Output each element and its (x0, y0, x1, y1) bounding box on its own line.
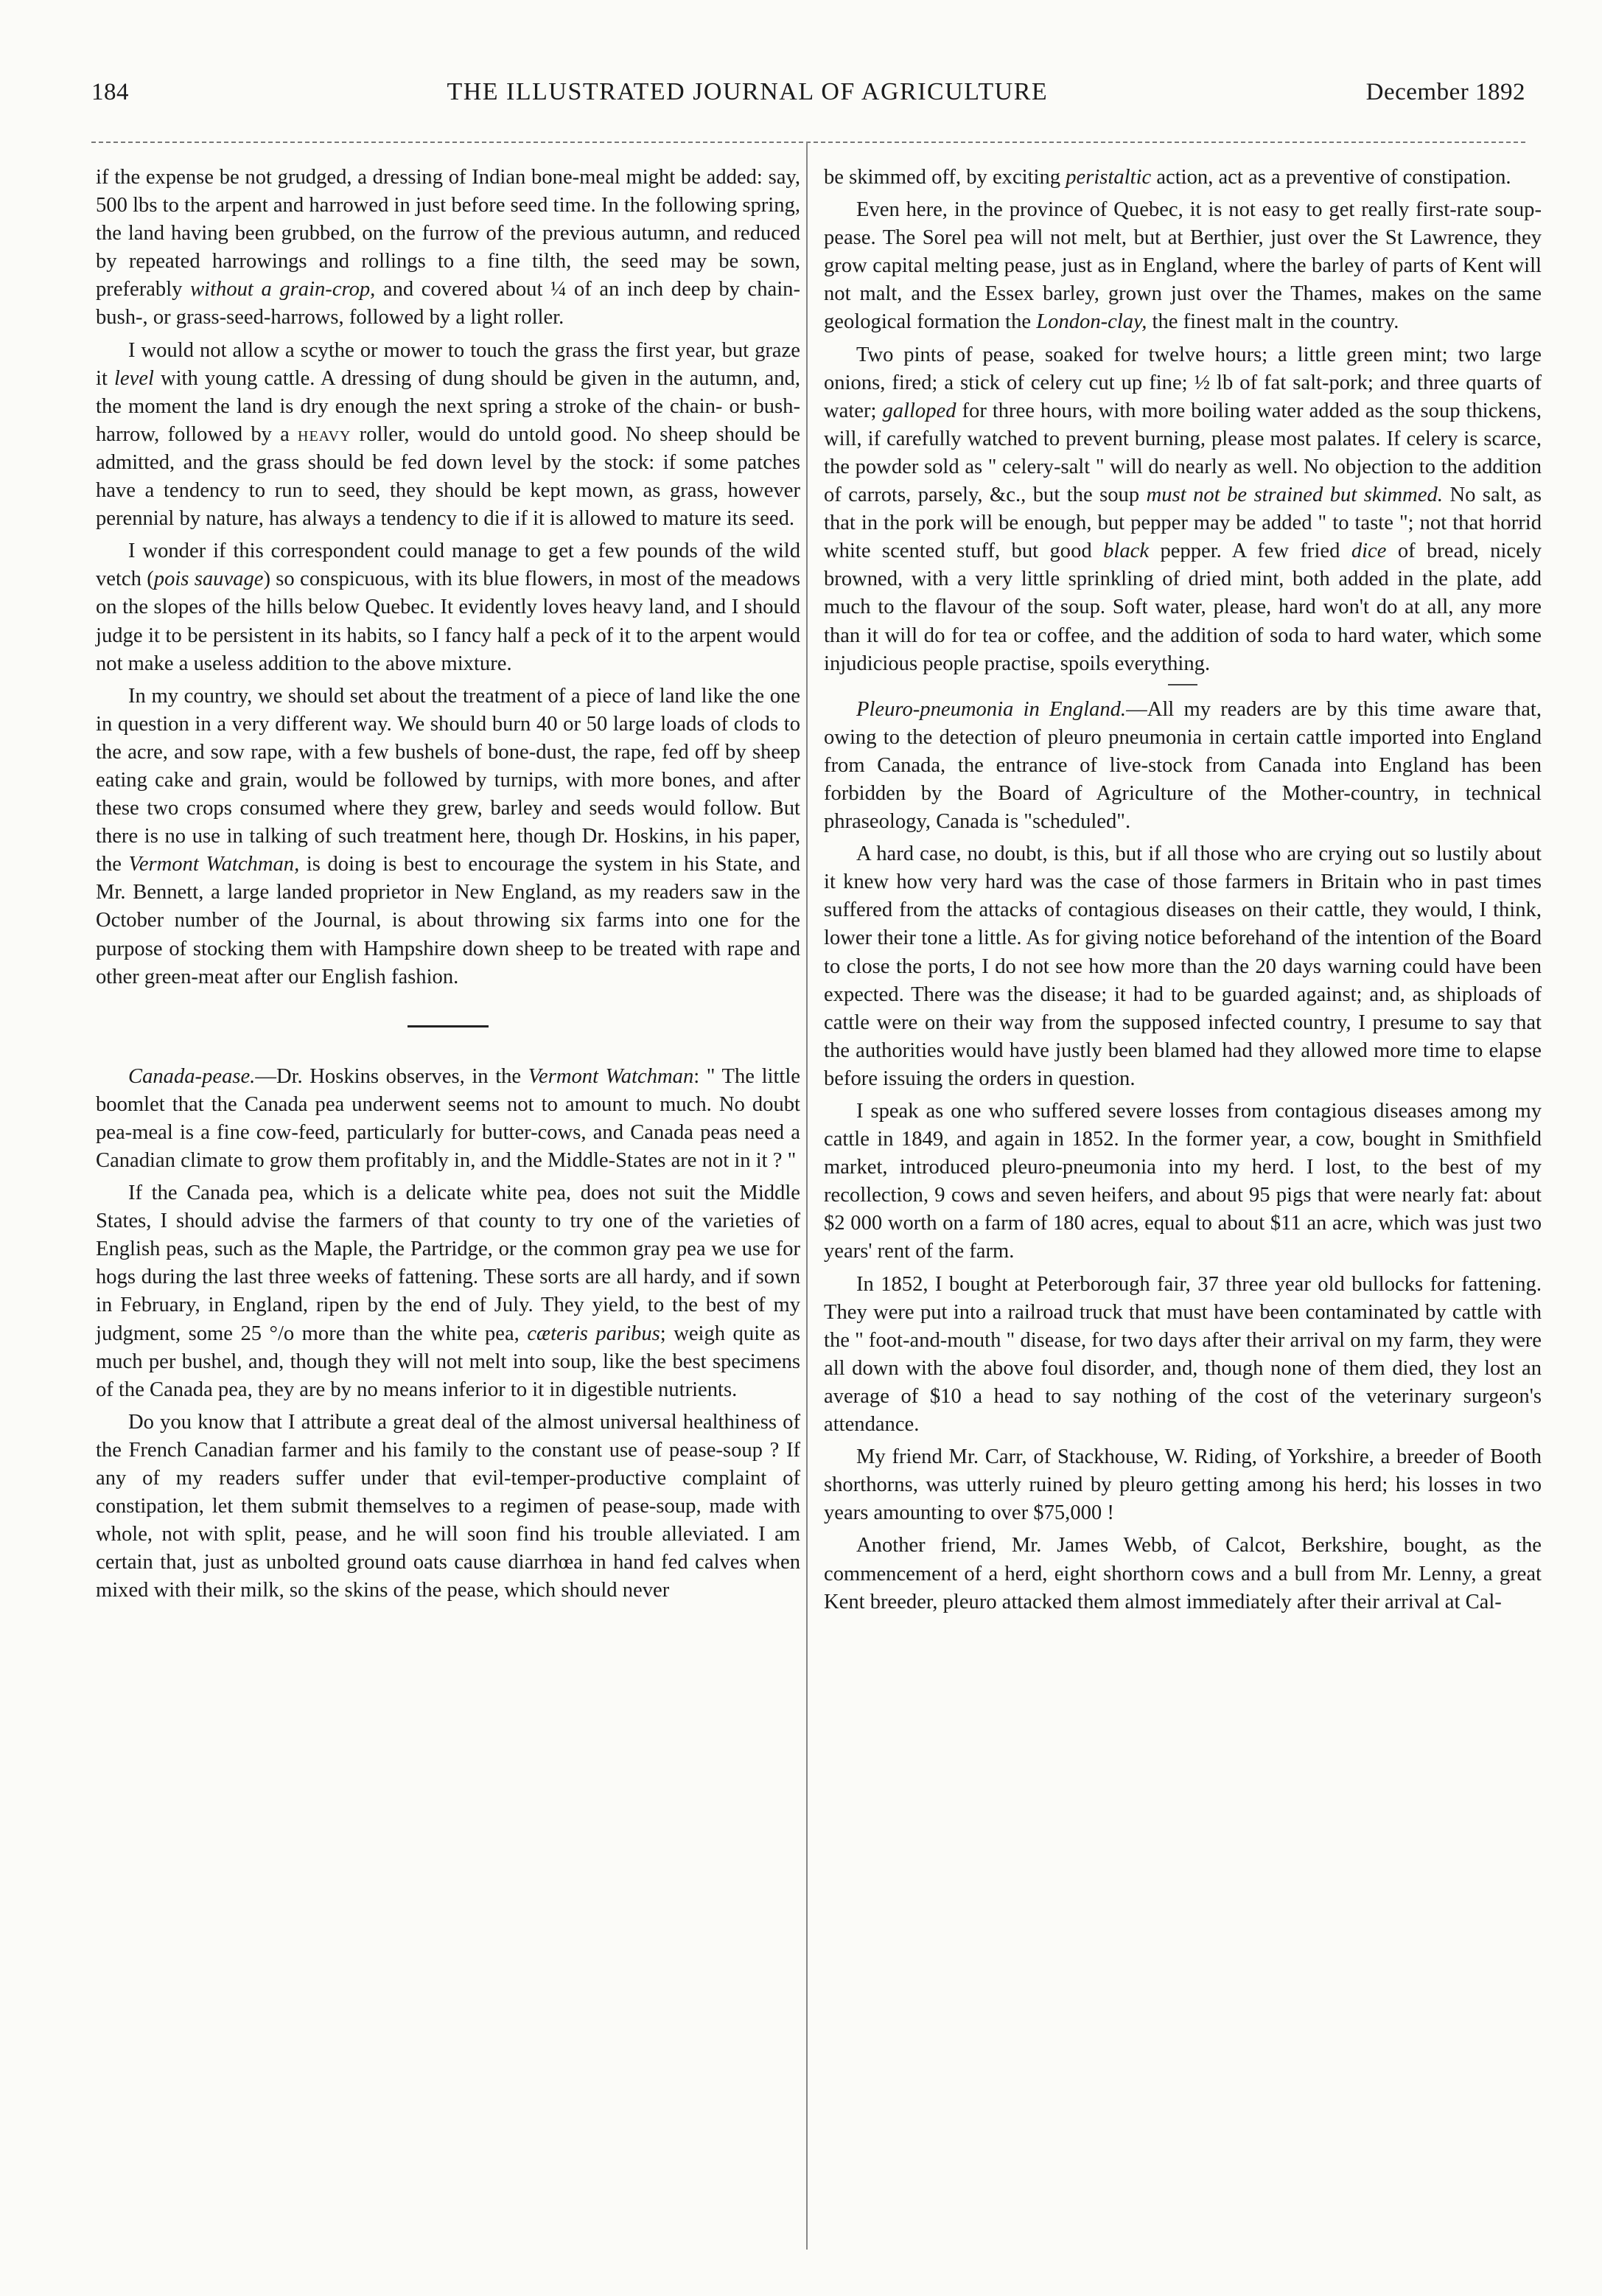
paragraph: Two pints of pease, soaked for twelve hours; a little green mint; two large onions, fired; a stick of celery cut up fine; ½ lb of fat salt-pork; and three quarts of water; galloped for three hours, with more boiling water added as the soup thickens, will, if carefully watched to prevent burning, please most palates. If celery is scarce, the powder sold as " celery-salt " will do nearly as well. No objection to the addition of carrots, parsely, &c., but the soup must not be strained but skimmed. No salt, as that in the pork will be enough, but pepper may be added " to taste "; not that horrid white scented stuff, but good black pepper. A few fried dice of bread, nicely browned, with a very little sprinkling of dried mint, both added in the plate, add much to the flavour of the soup. Soft water, please, hard won't do at all, any more than it will do for tea or coffee, and the addition of soda to hard water, which some injudicious people practise, spoils everything. (824, 343, 1542, 675)
paragraph: I speak as one who suffered severe losses from contagious diseases among my cattle in 1849, and again in 1852. In the former year, a cow, bought in Smithfield market, introduced pleuro-pneumonia into my herd. I lost, to the best of my recollection, 9 cows and seven heifers, and about 95 pigs that were nearly fat: about $2 000 worth on a farm of 180 acres, equal to about $11 an acre, which was just two years' rent of the farm. (824, 1100, 1542, 1263)
header-rule (91, 142, 1525, 143)
paragraph: In 1852, I bought at Peterborough fair, 37 three year old bullocks for fattening. They were put into a railroad truck that must have been contaminated by cattle with the " foot-and-mouth " disease, for two days after their arrival on my farm, they were all down with the above foul disorder, and, though none of them died, they lost an average of $10 a head to say nothing of the cost of the veterinary surgeon's attendance. (824, 1272, 1542, 1437)
section-title: Canada-pease. (128, 1064, 256, 1088)
paragraph: I would not allow a scythe or mower to touch the grass the first year, but graze it level with young cattle. A dressing of dung should be given in the autumn, and, the moment the land is dry enough the next spring a stroke of the chain- or bush-harrow, followed by a heavy roller, would do untold good. No sheep should be admitted, and the grass should be fed down level by the stock: if some patches have a tendency to run to seed, they should be kept mown, as grass, however perennial by nature, has always a tendency to die if it is allowed to mature its seed. (96, 338, 800, 531)
paragraph: Canada-pease.—Dr. Hoskins observes, in the Vermont Watchman: " The little boomlet that the Canada pea underwent seems not to amount to much. No doubt pea-meal is a fine cow-feed, particularly for butter-cows, and Canada peas need a Canadian climate to grow them profitably in, and the Middle-States are not in it ? " (96, 1064, 800, 1172)
section-separator (408, 1025, 489, 1027)
paragraph: Even here, in the province of Quebec, it is not easy to get really first-rate soup-pease. The Sorel pea will not melt, but at Berthier, just over the St Lawrence, they grow capital melting pease, just as in England, where the barley of parts of Kent will not malt, and the Essex barley, grown just over the Thames, makes on the same geological formation the London-clay, the finest malt in the country. (824, 198, 1542, 334)
journal-title: THE ILLUSTRATED JOURNAL OF AGRICULTURE (447, 78, 1049, 105)
column-divider (806, 142, 808, 2250)
page-header (91, 78, 1525, 115)
paragraph: My friend Mr. Carr, of Stackhouse, W. Riding, of Yorkshire, a breeder of Booth shorthorns, was utterly ruined by pleuro getting among his herd; his losses in two years amounting to over $75,000 ! (824, 1445, 1542, 1525)
left-column (96, 164, 800, 1610)
paragraph: I wonder if this correspondent could manage to get a few pounds of the wild vetch (pois sauvage) so conspicuous, with its blue flowers, in most of the meadows on the slopes of the hills below Quebec. It evidently loves heavy land, and I should judge it to be persistent in its habits, so I fancy half a peck of it to the arpent would not make a useless addition to the above mixture. (96, 540, 800, 675)
paragraph: if the expense be not grudged, a dressing of Indian bone-meal might be added: say, 500 lbs to the arpent and harrowed in just before seed time. In the following spring, the land having been grubbed, on the furrow of the previous autumn, and reduced by repeated harrowings and rollings to a fine tilth, the seed may be sown, preferably without a grain-crop, and covered about ¼ of an inch deep by chain-bush-, or grass-seed-harrows, followed by a light roller. (96, 166, 800, 329)
paragraph: Do you know that I attribute a great deal of the almost universal healthiness of the French Canadian farmer and his family to the constant use of pease-soup ? If any of my readers suffer under that evil-temper-productive complaint of constipation, let them submit themselves to a regimen of pease-soup, made with whole, not with split, pease, and he will soon find his trouble alleviated. I am certain that, just as unbolted ground oats cause diarrhœa in hand fed calves when mixed with their milk, so the skins of the pease, which should never (96, 1410, 800, 1602)
paragraph: In my country, we should set about the treatment of a piece of land like the one in question in a very different way. We should burn 40 or 50 large loads of clods to the acre, and sow rape, with a few bushels of bone-dust, the rape, fed off by sheep eating cake and grain, would be followed by turnips, with more bones, and after these two crops consumed where they grew, barley and seeds would follow. But there is no use in talking of such treatment here, though Dr. Hoskins, in his paper, the Vermont Watchman, is doing is best to encourage the system in his State, and Mr. Bennett, a large landed proprietor in New England, as my readers saw in the October number of the Journal, is about throwing six farms into one for the purpose of stocking them with Hampshire down sheep to be treated with rape and other green-meat after our English fashion. (96, 684, 800, 988)
issue-date: December 1892 (1365, 79, 1525, 105)
page-number: 184 (91, 79, 129, 105)
right-column (824, 164, 1542, 1621)
paragraph: be skimmed off, by exciting peristaltic action, act as a preventive of constipation. (824, 166, 1511, 189)
paragraph: A hard case, no doubt, is this, but if all those who are crying out so lustily about it knew how very hard was the case of those farmers in Britain who in past times suffered from the attacks of contagious diseases on their cattle, they would, I think, lower their tone a little. As for giving notice beforehand of the intention of the Board to close the ports, I do not see how more than the 20 days warning could have been expected. There was the disease; it had to be guarded against; and, as shiploads of cattle were on their way from the supposed infected country, I presume to say that the authorities would have justly been blamed had they allowed more time to elapse before issuing the orders in question. (824, 842, 1542, 1090)
section-title: Pleuro-pneumonia in England. (856, 697, 1127, 721)
paragraph: Another friend, Mr. James Webb, of Calcot, Berkshire, bought, as the commencement of a herd, eight shorthorn cows and a bull from Mr. Lenny, a great Kent breeder, pleuro attacked them almost immediately after their arrival at Cal- (824, 1534, 1542, 1613)
paragraph: If the Canada pea, which is a delicate white pea, does not suit the Middle States, I should advise the farmers of that county to try one of the varieties of English peas, such as the Maple, the Partridge, or the common gray pea we use for hogs during the last three weeks of fattening. These sorts are all hardy, and if sown in February, in England, ripen by the end of July. They yield, to the best of my judgment, some 25 °/o more than the white pea, cæteris paribus; weigh quite as much per bushel, and, though they will not melt into soup, like the best specimens of the Canada pea, they are by no means inferior to it in digestible nutrients. (96, 1182, 801, 1401)
paragraph: Pleuro-pneumonia in England.—All my readers are by this time aware that, owing to the detection of pleuro pneumonia in certain cattle imported into England from Canada, the entrance of live-stock from Canada into England has been forbidden by the Board of Agriculture of the Mother-country, in technical phraseology, Canada is "scheduled". (824, 697, 1542, 834)
section-separator (1168, 684, 1197, 685)
